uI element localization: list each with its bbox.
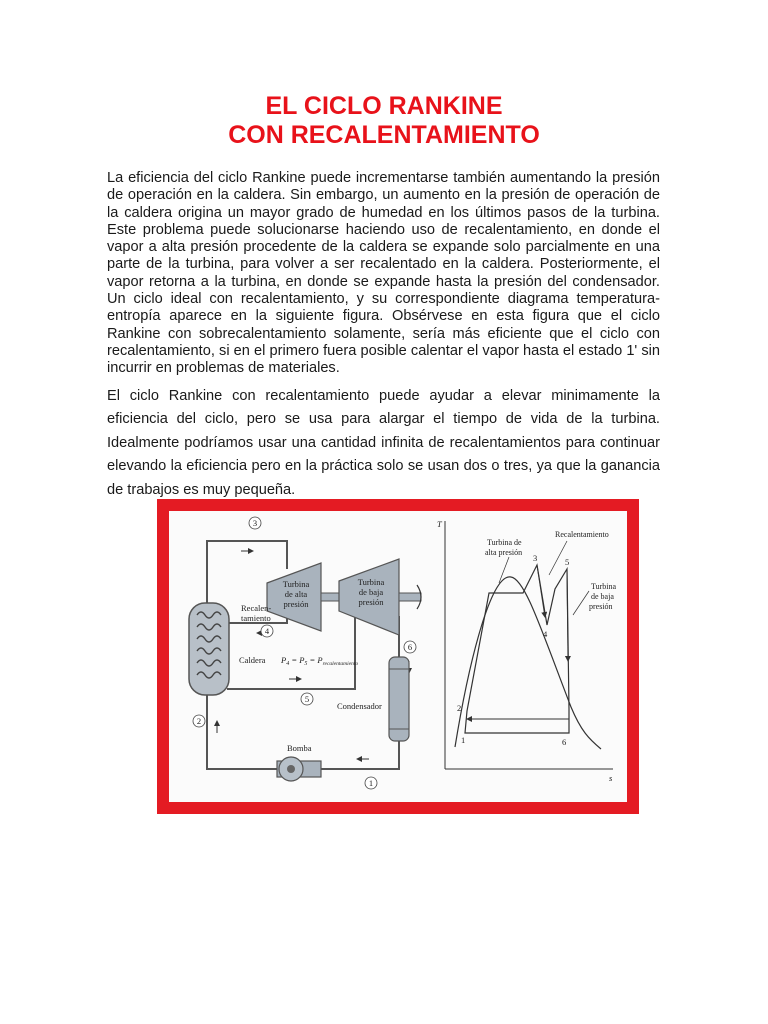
turbine-shaft — [321, 593, 339, 601]
hp-expansion-arrow — [537, 565, 545, 617]
t-axis-label: T — [437, 519, 442, 529]
hp-turbine — [267, 563, 321, 631]
pump — [277, 757, 321, 781]
output-shaft — [399, 593, 421, 601]
ts-point-5: 5 — [565, 557, 570, 567]
s-axis-label: s — [609, 773, 613, 783]
ts-point-6: 6 — [562, 737, 567, 747]
cycle-path — [465, 565, 569, 733]
ts-label-hp-line1: Turbina de — [487, 538, 522, 547]
svg-text:de baja: de baja — [358, 587, 384, 597]
ts-point-2: 2 — [457, 703, 462, 713]
svg-text:Turbina: Turbina — [282, 579, 310, 589]
svg-text:de alta: de alta — [284, 589, 308, 599]
ts-point-3: 3 — [533, 553, 538, 563]
condenser — [389, 657, 409, 741]
ts-point-4: 4 — [543, 629, 548, 639]
reheat-label-line2: tamiento — [241, 613, 271, 623]
lp-expansion-arrow — [567, 571, 568, 661]
lp-turbine — [339, 559, 399, 635]
ts-label-reheat: Recalentamiento — [555, 530, 609, 539]
ts-label-hp-line2: alta presión — [485, 548, 523, 557]
condenser-label: Condensador — [337, 701, 382, 711]
reheat-label-line1: Recalen- — [241, 603, 272, 613]
page-title — [0, 92, 768, 150]
state-5-label: 5 — [304, 694, 310, 704]
ts-label-lp-line2: de baja — [591, 592, 614, 601]
state-6-label: 6 — [407, 642, 413, 652]
pressure-equation: $P_4 = P_5 = P_{recalentamiento}$ — [281, 655, 359, 667]
paragraph-conclusion: El ciclo Rankine con recalentamiento puede ayudar a elevar minimamente la eficiencia del ciclo, pero se usa para alargar el tiempo de vida de la turbina. Idealmente podríamos usar una cantidad infinita de recalentamientos para continuar elevando la eficiencia pero en la práctica solo se usan dos o tres, ya que la ganancia de trabajos es muy pequeña. — [107, 388, 660, 498]
ts-point-1: 1 — [461, 735, 466, 745]
pump-label: Bomba — [287, 743, 312, 753]
state-3-label: 3 — [252, 518, 258, 528]
state-1-label: 1 — [368, 778, 374, 788]
pipe-state-1 — [321, 739, 399, 769]
ts-label-lp-line1: Turbina — [591, 582, 617, 591]
ts-label-lp-line3: presión — [589, 602, 613, 611]
saturation-dome — [455, 577, 601, 749]
state-2-label: 2 — [196, 716, 202, 726]
title-line-1: EL CICLO RANKINE — [265, 92, 503, 120]
boiler-label: Caldera — [239, 655, 266, 665]
ts-diagram — [437, 519, 616, 783]
title-line-2: CON RECALENTAMIENTO — [228, 121, 540, 149]
rankine-reheat-figure — [169, 511, 627, 802]
paragraph-intro: La eficiencia del ciclo Rankine puede incrementarse también aumentando la presión de operación en la caldera. Sin embargo, un aumento en la presión de operación de la caldera origina un mayor grado de humedad en los últimos pasos de la turbina. Este problema puede solucionarse haciendo uso de recalentamiento, en donde el vapor a alta presión procedente de la caldera se expande solo parcialmente en una parte de la turbina, para volver a ser recalentado en la caldera. Posteriormente, el vapor retorna a la turbina, en donde se expande hasta la presión del condensador. Un ciclo ideal con recalentamiento, y su correspondiente diagrama temperatura-entropía aparece en la siguiente figura. Obsérvese en esta figura que el ciclo Rankine con sobrecalentamiento solamente, sería más eficiente que el ciclo con recalentamiento, si en el primero fuera posible calentar el vapor hasta el estado 1' sin incurrir en problemas de materiales. — [107, 170, 660, 377]
figure-content — [169, 511, 627, 802]
svg-text:Turbina: Turbina — [357, 577, 385, 587]
state-4-label: 4 — [264, 626, 270, 636]
boiler — [189, 603, 229, 695]
figure-frame — [157, 499, 639, 814]
svg-text:presión: presión — [358, 597, 384, 607]
svg-text:presión: presión — [283, 599, 309, 609]
